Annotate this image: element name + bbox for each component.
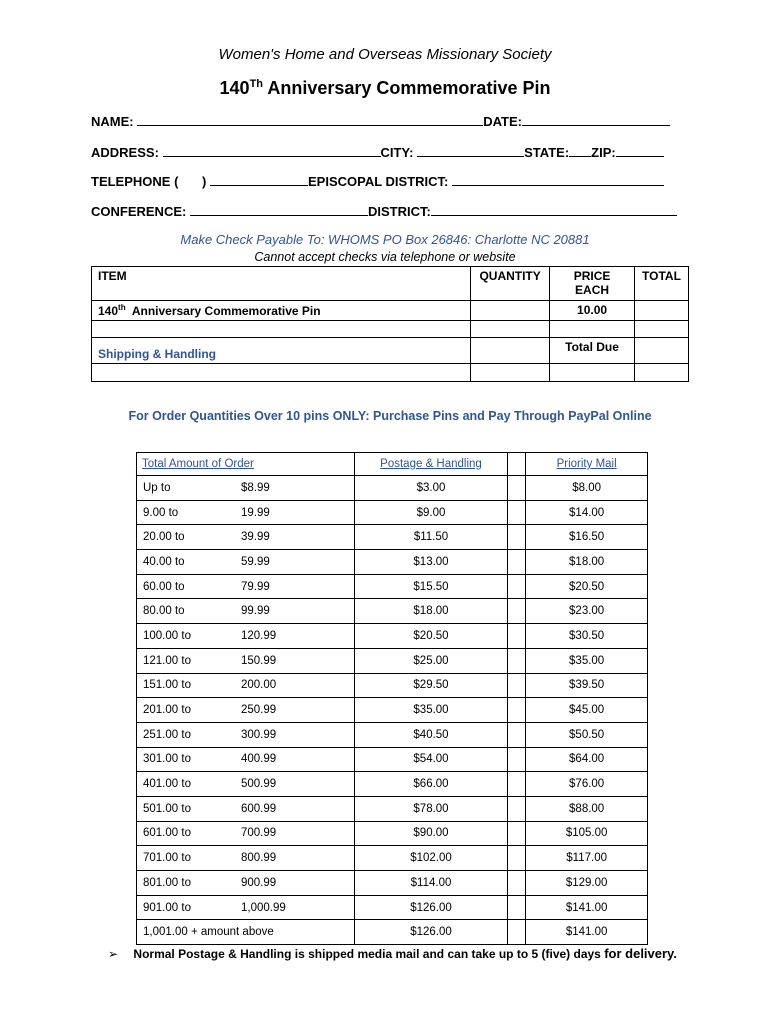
range-high: $8.99 (241, 481, 270, 494)
range-high: 500.99 (241, 778, 277, 791)
price-header-line2: EACH (575, 283, 610, 297)
shipping-row (92, 338, 689, 364)
rate-range-cell (137, 624, 355, 649)
date-label: DATE: (483, 114, 522, 129)
shipping-label[interactable]: Shipping & Handling (98, 347, 216, 361)
name-field[interactable] (137, 114, 483, 126)
rate-row (137, 624, 648, 649)
postage-cell: $20.50 (354, 624, 508, 649)
shipping-cell (92, 338, 471, 364)
range-high: 150.99 (241, 654, 277, 667)
gap-cell (508, 476, 526, 501)
postage-cell: $15.50 (354, 574, 508, 599)
item-total-cell[interactable] (634, 301, 688, 321)
delivery-note (108, 946, 677, 961)
item-price-cell: 10.00 (550, 301, 635, 321)
gap-cell (508, 599, 526, 624)
range-low: 251.00 to (143, 728, 191, 741)
rate-range-cell (137, 525, 355, 550)
telephone-label: TELEPHONE ( (91, 174, 179, 189)
price-header-line1: PRICE (573, 269, 611, 283)
rate-row (137, 920, 648, 945)
range-high: 99.99 (241, 605, 270, 618)
item-number: 140 (98, 304, 119, 318)
conference-label: CONFERENCE: (91, 204, 187, 219)
no-checks-notice: Cannot accept checks via telephone or website (254, 250, 516, 264)
rate-range-cell (137, 673, 355, 698)
item-row (92, 301, 689, 321)
item-header: ITEM (92, 267, 471, 301)
zip-field[interactable] (616, 145, 664, 157)
priority-header: Priority Mail (526, 453, 648, 476)
rate-row (137, 796, 648, 821)
rate-range-cell (137, 698, 355, 723)
range-low: 151.00 to (143, 679, 191, 692)
district-field[interactable] (431, 204, 677, 216)
range-high: 800.99 (241, 852, 277, 865)
priority-cell: $141.00 (526, 895, 648, 920)
rate-range-cell (137, 500, 355, 525)
postage-cell: $13.00 (354, 550, 508, 575)
rate-range-cell (137, 796, 355, 821)
range-high: 200.00 (241, 679, 277, 692)
rate-range-cell (137, 648, 355, 673)
postage-cell: $11.50 (354, 525, 508, 550)
gap-cell (508, 574, 526, 599)
final-item-cell (92, 364, 471, 382)
gap-cell (508, 722, 526, 747)
postage-cell: $9.00 (354, 500, 508, 525)
blank-total-cell[interactable] (634, 321, 688, 338)
range-high: 120.99 (241, 629, 277, 642)
item-quantity-cell[interactable] (471, 301, 550, 321)
rate-range-cell (137, 599, 355, 624)
range-low: 901.00 to (143, 901, 191, 914)
title-number: 140 (219, 78, 250, 98)
final-quantity-cell (471, 364, 550, 382)
city-field[interactable] (417, 145, 524, 157)
rate-row (137, 476, 648, 501)
rate-row (137, 550, 648, 575)
rate-range-cell (137, 476, 355, 501)
priority-cell: $35.00 (526, 648, 648, 673)
gap-cell (508, 525, 526, 550)
item-sup: th (118, 303, 126, 312)
rate-range-cell (137, 895, 355, 920)
paypal-notice[interactable]: For Order Quantities Over 10 pins ONLY: Purchase Pins and Pay Through PayPal Online (128, 409, 652, 423)
range-high: 900.99 (241, 876, 277, 889)
gap-cell (508, 796, 526, 821)
gap-cell (508, 648, 526, 673)
rate-row (137, 871, 648, 896)
priority-cell: $105.00 (526, 821, 648, 846)
priority-cell: $14.00 (526, 500, 648, 525)
range-low: 80.00 to (143, 605, 185, 618)
rate-row (137, 846, 648, 871)
delivery-note-text: Normal Postage & Handling is shipped media mail and can take up to 5 (five) days (133, 947, 601, 961)
priority-cell: $23.00 (526, 599, 648, 624)
shipping-rates-table (136, 452, 648, 945)
gap-cell (508, 624, 526, 649)
rate-range-cell (137, 722, 355, 747)
gap-header (508, 453, 526, 476)
rate-range-cell (137, 920, 355, 945)
postage-cell: $40.50 (354, 722, 508, 747)
priority-cell: $129.00 (526, 871, 648, 896)
priority-cell: $16.50 (526, 525, 648, 550)
address-row (91, 145, 664, 160)
range-low: 121.00 to (143, 654, 191, 667)
postage-cell: $18.00 (354, 599, 508, 624)
priority-cell: $88.00 (526, 796, 648, 821)
priority-cell: $8.00 (526, 476, 648, 501)
priority-cell: $117.00 (526, 846, 648, 871)
range-high: 600.99 (241, 802, 277, 815)
state-label: STATE: (524, 145, 570, 160)
range-low: 1,001.00 + amount above (143, 926, 274, 939)
priority-cell: $50.50 (526, 722, 648, 747)
range-high: 19.99 (241, 506, 270, 519)
telephone-close: ) (202, 174, 207, 189)
shipping-total-cell[interactable] (634, 338, 688, 364)
postage-cell: $126.00 (354, 895, 508, 920)
postage-cell: $126.00 (354, 920, 508, 945)
organization-name: Women's Home and Overseas Missionary Society (218, 46, 552, 63)
state-field[interactable] (569, 145, 591, 157)
gap-cell (508, 920, 526, 945)
name-label: NAME: (91, 114, 134, 129)
priority-cell: $30.50 (526, 624, 648, 649)
postage-cell: $78.00 (354, 796, 508, 821)
blank-price-cell (550, 321, 635, 338)
district-label: DISTRICT: (367, 204, 431, 219)
total-due-cell[interactable] (634, 364, 688, 382)
title-superscript: Th (249, 78, 264, 90)
postage-cell: $66.00 (354, 772, 508, 797)
rate-range-cell (137, 821, 355, 846)
postage-cell: $102.00 (354, 846, 508, 871)
order-table (91, 266, 689, 382)
range-high: 79.99 (241, 580, 270, 593)
rate-row (137, 821, 648, 846)
range-high: 700.99 (241, 827, 277, 840)
gap-cell (508, 500, 526, 525)
range-low: Up to (143, 481, 171, 494)
arrow-bullet-icon: ➢ (108, 947, 119, 961)
title-text: Anniversary Commemorative Pin (267, 78, 551, 98)
rate-row (137, 500, 648, 525)
gap-cell (508, 821, 526, 846)
range-high: 39.99 (241, 531, 270, 544)
price-header (550, 267, 635, 301)
range-low: 601.00 to (143, 827, 191, 840)
range-low: 801.00 to (143, 876, 191, 889)
postage-cell: $114.00 (354, 871, 508, 896)
rate-row (137, 722, 648, 747)
range-low: 60.00 to (143, 580, 185, 593)
item-cell (92, 301, 471, 321)
blank-item-cell[interactable] (92, 321, 471, 338)
rate-range-cell (137, 574, 355, 599)
priority-cell: $45.00 (526, 698, 648, 723)
rate-range-cell (137, 871, 355, 896)
total-header: TOTAL (634, 267, 688, 301)
range-low: 201.00 to (143, 704, 191, 717)
postage-cell: $35.00 (354, 698, 508, 723)
amount-header: Total Amount of Order (137, 453, 355, 476)
date-field[interactable] (522, 114, 670, 126)
gap-cell (508, 871, 526, 896)
range-low: 401.00 to (143, 778, 191, 791)
gap-cell (508, 747, 526, 772)
shipping-quantity-cell (471, 338, 550, 364)
rate-range-cell (137, 772, 355, 797)
address-label: ADDRESS: (91, 145, 159, 160)
rate-range-cell (137, 846, 355, 871)
rate-row (137, 574, 648, 599)
gap-cell (508, 772, 526, 797)
rate-row (137, 599, 648, 624)
episcopal-label: EPISCOPAL DISTRICT: (308, 174, 449, 189)
gap-cell (508, 895, 526, 920)
item-name: Anniversary Commemorative Pin (131, 304, 321, 318)
rate-row (137, 673, 648, 698)
rate-row (137, 747, 648, 772)
range-high: 400.99 (241, 753, 277, 766)
priority-cell: $141.00 (526, 920, 648, 945)
city-label: CITY: (380, 145, 414, 160)
payable-instructions: Make Check Payable To: WHOMS PO Box 26846: Charlotte NC 20881 (180, 232, 590, 247)
rate-row (137, 698, 648, 723)
postage-cell: $29.50 (354, 673, 508, 698)
gap-cell (508, 673, 526, 698)
rate-row (137, 772, 648, 797)
area-code-field[interactable] (182, 175, 202, 186)
gap-cell (508, 846, 526, 871)
final-price-cell (550, 364, 635, 382)
range-high: 250.99 (241, 704, 277, 717)
final-row (92, 364, 689, 382)
priority-cell: $76.00 (526, 772, 648, 797)
range-high: 300.99 (241, 728, 277, 741)
priority-cell: $18.00 (526, 550, 648, 575)
episcopal-field[interactable] (452, 174, 664, 186)
range-low: 501.00 to (143, 802, 191, 815)
blank-quantity-cell[interactable] (471, 321, 550, 338)
priority-cell: $20.50 (526, 574, 648, 599)
telephone-field[interactable] (210, 174, 308, 186)
rate-row (137, 895, 648, 920)
range-low: 301.00 to (143, 753, 191, 766)
postage-cell: $25.00 (354, 648, 508, 673)
rate-range-cell (137, 747, 355, 772)
range-high: 1,000.99 (241, 901, 286, 914)
blank-row (92, 321, 689, 338)
postage-cell: $54.00 (354, 747, 508, 772)
conference-field[interactable] (190, 204, 368, 216)
range-low: 100.00 to (143, 629, 191, 642)
rate-row (137, 648, 648, 673)
total-due-label: Total Due (550, 338, 635, 364)
priority-cell: $39.50 (526, 673, 648, 698)
priority-cell: $64.00 (526, 747, 648, 772)
quantity-header: QUANTITY (471, 267, 550, 301)
rate-row (137, 525, 648, 550)
rates-header-row (137, 453, 648, 476)
postage-header: Postage & Handling (354, 453, 508, 476)
range-low: 40.00 to (143, 555, 185, 568)
page-title (0, 78, 770, 99)
name-date-row (91, 114, 670, 129)
conference-row (91, 204, 677, 219)
range-low: 20.00 to (143, 531, 185, 544)
gap-cell (508, 550, 526, 575)
range-low: 9.00 to (143, 506, 179, 519)
address-field[interactable] (163, 145, 381, 157)
postage-cell: $90.00 (354, 821, 508, 846)
range-low: 701.00 to (143, 852, 191, 865)
delivery-note-end: for delivery. (604, 946, 677, 961)
telephone-row (91, 174, 664, 189)
order-header-row (92, 267, 689, 301)
range-high: 59.99 (241, 555, 270, 568)
rate-range-cell (137, 550, 355, 575)
gap-cell (508, 698, 526, 723)
zip-label: ZIP: (591, 145, 616, 160)
postage-cell: $3.00 (354, 476, 508, 501)
